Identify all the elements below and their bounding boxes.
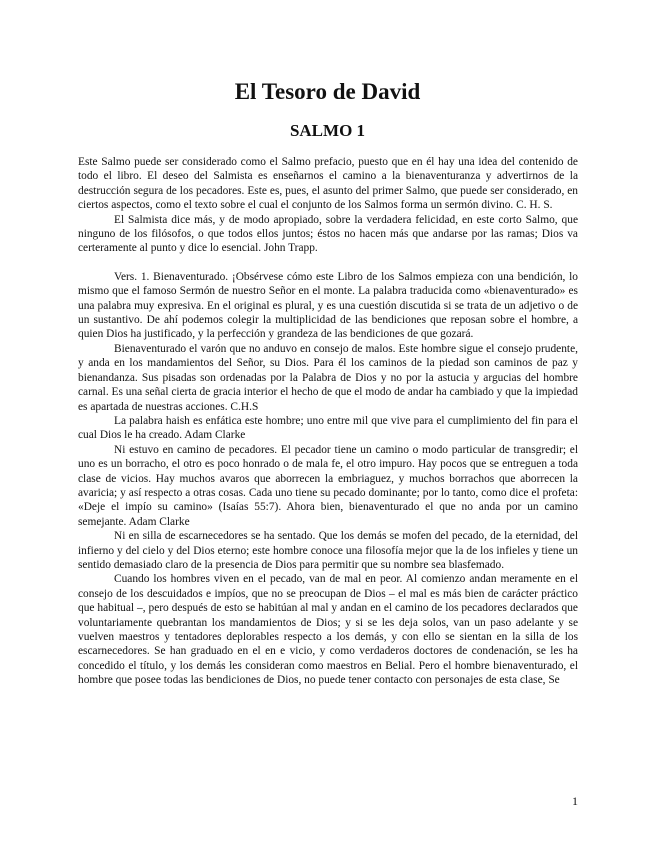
paragraph-camino-pecadores: Ni estuvo en camino de pecadores. El pecador tiene un camino o modo particular de transgredir; el uno es un borracho, el otro es poco honrado o de mala fe, el otro impuro. Hay pocos que se entreguen a toda clase de vicios. Hay muchos avaros que aborrecen la embriaguez, y muchos borrachos que aborrecen la avaricia; y así respecto a otras cosas. Cada uno tiene su pecado dominante; por lo tanto, como dice el profeta: «Deje el impío su camino» (Isaías 55:7). Ahora bien, bienaventurado el que no anda por un camino semejante. Adam Clarke — [78, 443, 578, 528]
paragraph-haish: La palabra haish es enfática este hombre; uno entre mil que vive para el cumplimiento del fin para el cual Dios le ha creado. Adam Clarke — [78, 414, 578, 442]
paragraph-intro: Este Salmo puede ser considerado como el Salmo prefacio, puesto que en él hay una idea del contenido de todo el libro. El deseo del Salmista es enseñarnos el camino a la bienaventuranza y advertirnos de la destrucción segura de los pecadores. Este es, pues, el asunto del primer Salmo, que puede ser considerado, en ciertos aspectos, como el texto sobre el cual el conjunto de los Salmos forma un sermón divino. C. H. S. — [78, 156, 578, 212]
paragraph-mal-en-peor: Cuando los hombres viven en el pecado, van de mal en peor. Al comienzo andan meramente en el consejo de los descuidados e impíos, que no se preocupan de Dios – el mal es más bien de carácter práctico que habitual –, pero después de esto se habitúan al mal y andan en el camino de los pecadores declarados que voluntariamente quebrantan los mandamientos de Dios; y si se les deja solos, van un paso adelante y se vuelven maestros y tentadores deplorables respecto a los demás, y con ello se sientan en la silla de los escarnecedores. Se han graduado en el en e vicio, y como verdaderos doctores de condenación, se les ha concedido el título, y los demás les consideran como maestros en Belial. Pero el hombre bienaventurado, el hombre que posee todas las bendiciones de Dios, no puede tener contacto con personajes de esta clase, Se — [78, 573, 578, 687]
paragraph-verse-1: Vers. 1. Bienaventurado. ¡Obsérvese cómo este Libro de los Salmos empieza con una bendición, lo mismo que el famoso Sermón de nuestro Señor en el monte. La palabra traducida como «bienaventurado» es una palabra muy expresiva. En el original es plural, y es una cuestión discutida si se trata de un adjetivo o de un sustantivo. De ahí podemos colegir la multiplicidad de las bendiciones que reposan sobre el hombre, a quien Dios ha justificado, y la perfección y grandeza de las bendiciones de que gozará. — [78, 270, 578, 341]
document-title: El Tesoro de David — [234, 79, 421, 104]
psalm-heading: SALMO 1 — [289, 121, 366, 140]
paragraph-bienaventurado: Bienaventurado el varón que no anduvo en consejo de malos. Este hombre sigue el consejo prudente, y anda en los mandamientos del Señor, su Dios. Para él los caminos de la piedad son caminos de paz y bienandanza. Sus pisadas son ordenadas por la Palabra de Dios y no por la astucia y argucias del hombre carnal. Es una señal cierta de gracia interior el hecho de que el modo de andar ha cambiado y que la impiedad es apartada de nuestras acciones. C.H.S — [78, 342, 578, 413]
document-body — [78, 155, 578, 688]
paragraph-escarnecedores: Ni en silla de escarnecedores se ha sentado. Que los demás se mofen del pecado, de la eternidad, del infierno y del cielo y del Dios eterno; este hombre conoce una filosofía mejor que la de los infieles y tiene un sentido demasiado claro de la presencia de Dios para permitir que su nombre sea blasfemado. — [78, 530, 578, 571]
page-number: 1 — [572, 794, 578, 808]
paragraph-trapp: El Salmista dice más, y de modo apropiado, sobre la verdadera felicidad, en este corto Salmo, que ninguno de los filósofos, o que todos ellos juntos; éstos no hacen más que andarse por las ramas; Dios va certeramente al punto y dice lo esencial. John Trapp. — [78, 213, 578, 255]
